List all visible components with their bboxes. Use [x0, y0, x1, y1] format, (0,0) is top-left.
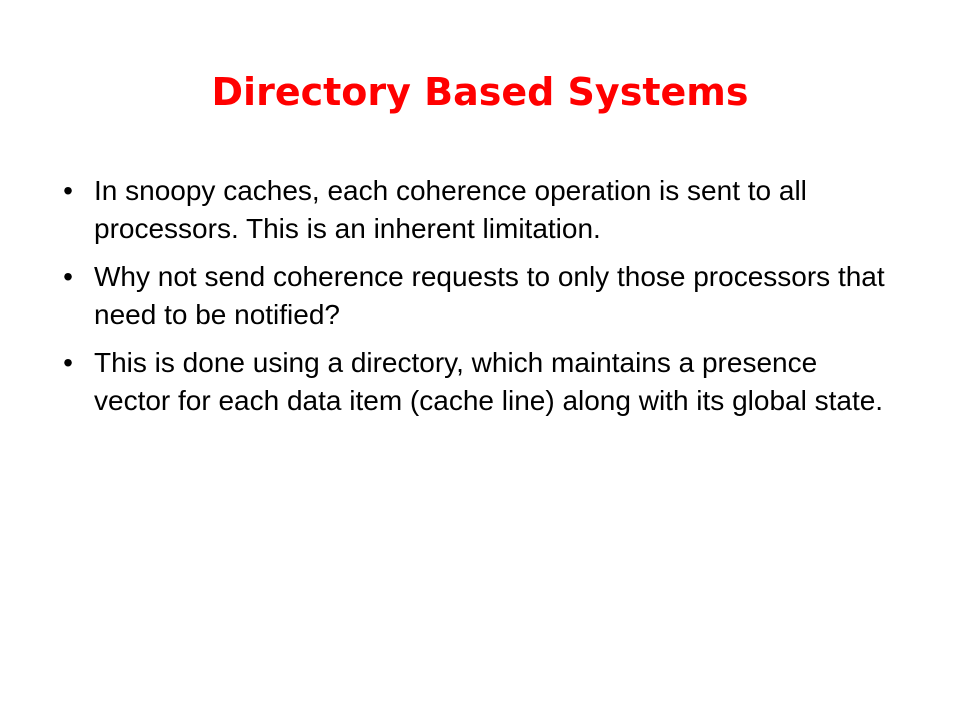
bullet-item — [56, 258, 896, 334]
bullet-text: Why not send coherence requests to only those processors that need to be notified? — [94, 261, 885, 330]
bullet-text: This is done using a directory, which maintains a presence vector for each data item (cache line) along with its global state. — [94, 347, 884, 416]
bullet-icon: • — [63, 175, 73, 206]
bullet-item — [56, 344, 896, 420]
bullet-text: In snoopy caches, each coherence operation is sent to all processors. This is an inherent limitation. — [94, 175, 807, 244]
bullet-icon: • — [63, 347, 73, 378]
bullet-list — [56, 172, 896, 430]
bullet-item — [56, 172, 896, 248]
bullet-icon: • — [63, 261, 73, 292]
slide-title: Directory Based Systems — [211, 70, 749, 114]
